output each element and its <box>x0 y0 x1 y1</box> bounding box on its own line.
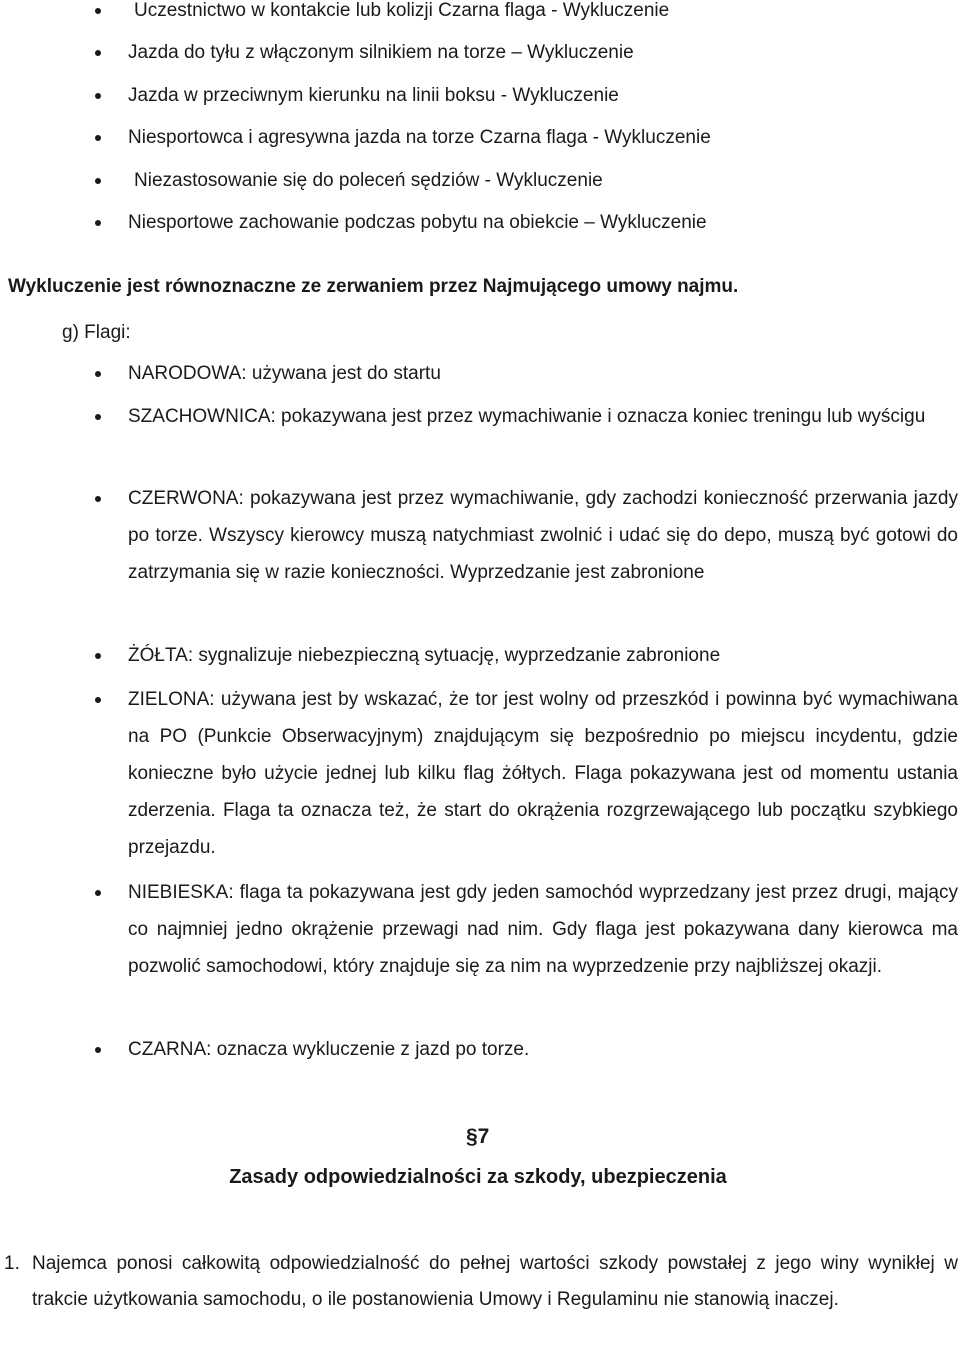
list-item <box>128 355 958 392</box>
bullet-icon <box>95 371 101 377</box>
list-item-text: Niesportowca i agresywna jazda na torze Czarna flaga - Wykluczenie <box>128 127 711 148</box>
list-item-text: NARODOWA: używana jest do startu <box>128 363 441 384</box>
list-item <box>128 480 958 591</box>
bullet-icon <box>95 890 101 896</box>
list-item <box>128 204 958 241</box>
bullet-icon <box>95 697 101 703</box>
list-item <box>128 1031 958 1068</box>
list-item <box>128 681 958 866</box>
list-item <box>128 874 958 985</box>
section-title: Zasady odpowiedzialności za szkody, ubezpieczenia <box>229 1166 727 1188</box>
bullet-icon <box>95 178 101 184</box>
list-item-text: Jazda w przeciwnym kierunku na linii boksu - Wykluczenie <box>128 85 619 106</box>
list-item-text: Niesportowe zachowanie podczas pobytu na obiekcie – Wykluczenie <box>128 212 707 233</box>
list-item-text: Uczestnictwo w kontakcie lub kolizji Czarna flaga - Wykluczenie <box>134 0 670 21</box>
exclusion-note: Wykluczenie jest równoznaczne ze zerwaniem przez Najmującego umowy najmu. <box>8 276 739 297</box>
list-item-text: ZIELONA: używana jest by wskazać, że tor jest wolny od przeszkód i powinna być wymachiwana na PO (Punkcie Obserwacyjnym) znajdującym się bezpośrednio po miejscu incydentu, gdzie konieczne było użycie jednej lub kilku flag żółtych. Flaga pokazywana jest od momentu ustania zderzenia. Flaga ta oznacza też, że start do okrążenia rozgrzewającego lub początku szybkiego przejazdu. <box>128 689 958 858</box>
numbered-point <box>4 1246 958 1318</box>
point-text: Najemca ponosi całkowitą odpowiedzialność do pełnej wartości szkody powstałej z jego winy wynikłej w trakcie użytkowania samochodu, o ile postanowienia Umowy i Regulaminu nie stanowią inaczej. <box>32 1253 958 1310</box>
bullet-icon <box>95 93 101 99</box>
bullet-icon <box>95 496 101 502</box>
list-item-text: CZERWONA: pokazywana jest przez wymachiwanie, gdy zachodzi konieczność przerwania jazdy po torze. Wszyscy kierowcy muszą natychmiast zwolnić i udać się do depo, muszą być gotowi do zatrzymania się w razie konieczności. Wyprzedzanie jest zabronione <box>128 488 958 583</box>
section-mark: §7 <box>466 1125 490 1148</box>
list-item-text: NIEBIESKA: flaga ta pokazywana jest gdy jeden samochód wyprzedzany jest przez drugi, mający co najmniej jedno okrążenie przewagi nad nim. Gdy flaga jest pokazywana dany kierowca ma pozwolić samochodowi, który znajduje się za nim na wyprzedzenie przy najbliższej okazji. <box>128 882 958 977</box>
list-item-text: SZACHOWNICA: pokazywana jest przez wymachiwanie i oznacza koniec treningu lub wyścigu <box>128 406 926 427</box>
bullet-icon <box>95 414 101 420</box>
list-item <box>128 637 958 674</box>
bullet-icon <box>95 1047 101 1053</box>
flags-section-label: g) Flagi: <box>62 322 131 343</box>
bullet-icon <box>95 8 101 14</box>
list-item <box>134 162 960 199</box>
bullet-icon <box>95 135 101 141</box>
list-item-text: ŻÓŁTA: sygnalizuje niebezpieczną sytuację, wyprzedzanie zabronione <box>128 645 721 666</box>
list-item <box>128 119 958 156</box>
list-item <box>128 77 958 114</box>
bullet-icon <box>95 50 101 56</box>
point-number: 1. <box>4 1253 20 1274</box>
list-item <box>134 0 960 29</box>
list-item <box>128 398 958 435</box>
list-item-text: Niezastosowanie się do poleceń sędziów - Wykluczenie <box>134 170 603 191</box>
list-item-text: Jazda do tyłu z włączonym silnikiem na torze – Wykluczenie <box>128 42 634 63</box>
list-item-text: CZARNA: oznacza wykluczenie z jazd po torze. <box>128 1039 530 1060</box>
list-item <box>128 34 958 71</box>
bullet-icon <box>95 220 101 226</box>
bullet-icon <box>95 653 101 659</box>
